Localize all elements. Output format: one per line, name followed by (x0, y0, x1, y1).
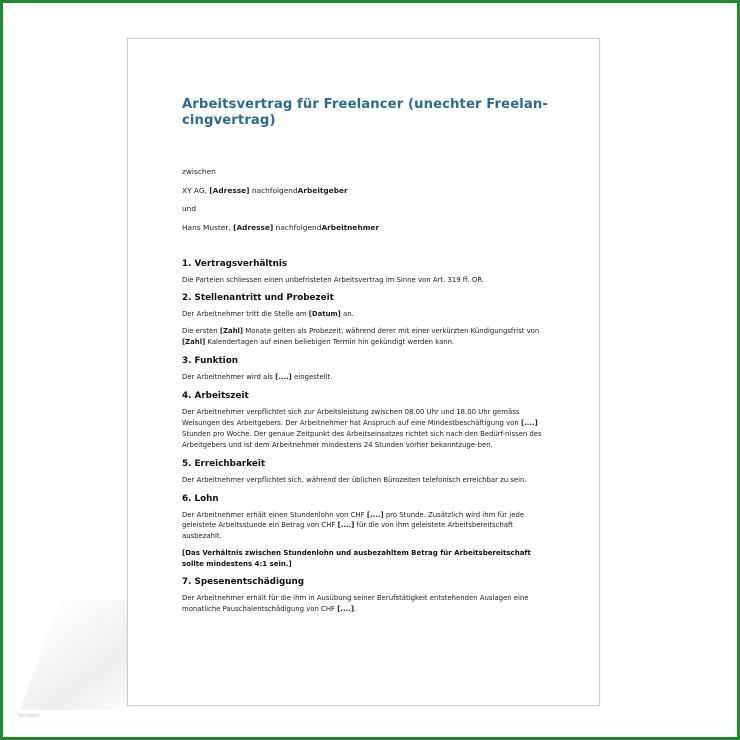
section-heading: 4. Arbeitszeit (182, 391, 249, 402)
document-content (182, 97, 552, 623)
employer-mid: nachfolgend (251, 185, 298, 195)
section-4 (182, 391, 552, 451)
employer-address: [Adresse] (209, 185, 250, 195)
section-7 (182, 577, 552, 615)
text: für die von ihm geleistete Arbeitsbereitschaft ausbezahlt. (182, 521, 513, 541)
section-paragraph: Der Arbeitnehmer verpflichtet sich, während der üblichen Bürozeiten telefonisch erreichbar zu sein. (182, 475, 527, 484)
section-5 (182, 459, 552, 486)
placeholder: [....] (275, 373, 292, 382)
section-3 (182, 356, 552, 383)
text: Stunden pro Woche. Der genaue Zeitpunkt des Arbeitseinsatzes richtet sich nach den Bedürf-nissen des Arbeitgebers und ist dem Arbeitnehmer mindestens 24 Stunden vorher bekanntzuge-ben. (182, 429, 542, 449)
text: . (353, 605, 357, 614)
section-note: [Das Verhältnis zwischen Stundenlohn und ausbezahltem Betrag für Arbeitsbereitschaft sollte mindestens 4:1 sein.] (182, 549, 531, 568)
placeholder: [....] (520, 418, 538, 427)
party-employer (182, 186, 552, 195)
text: Kalendertagen auf einen beliebigen Termin hin gekündigt werden kann. (207, 338, 455, 347)
placeholder: [....] (337, 521, 355, 530)
section-heading: 3. Funktion (182, 356, 238, 367)
section-paragraph (182, 593, 552, 615)
text: Der Arbeitnehmer erhält einen Stundenlohn von CHF (182, 510, 365, 519)
text: an. (343, 310, 354, 319)
section-heading: 5. Erreichbarkeit (182, 458, 266, 469)
employee-address: [Adresse] (233, 222, 274, 232)
text: Der Arbeitnehmer erhält für die ihm in Ausübung seiner Berufstätigkeit entstehenden Auslagen eine monatliche Pauschalentschädigung von CHF (182, 594, 529, 614)
document-title (182, 97, 552, 129)
employer-name: XY AG, (182, 185, 207, 195)
text: Der Arbeitnehmer wird als (182, 373, 273, 382)
title-line-1: Arbeitsvertrag für Freelancer (unechter Freelan- (182, 97, 548, 112)
section-paragraph (182, 326, 552, 348)
text: Die ersten (182, 327, 218, 336)
document-page (127, 38, 600, 706)
section-heading: 1. Vertragsverhältnis (182, 258, 288, 269)
title-line-2: cingvertrag) (182, 113, 276, 128)
employee-name: Hans Muster, (182, 222, 231, 232)
section-paragraph (182, 372, 552, 383)
text: eingestellt. (294, 373, 333, 382)
party-employee (182, 223, 552, 232)
party-between: zwischen (182, 167, 216, 176)
text: Der Arbeitnehmer tritt die Stelle am (182, 310, 307, 319)
party-and: und (182, 204, 197, 213)
employee-mid: nachfolgend (275, 222, 322, 232)
section-6 (182, 494, 552, 570)
placeholder: [....] (337, 605, 354, 614)
placeholder: [....] (366, 510, 384, 519)
section-heading: 7. Spesenentschädigung (182, 577, 305, 588)
text: Der Arbeitnehmer verpflichtet sich zur Arbeitsleistung zwischen 08.00 Uhr und 18.00 Uhr gemäss Weisungen des Arbeitgebers. Der Arbeitnehmer hat Anspruch auf eine Mindestbeschäftigung von (182, 408, 520, 427)
placeholder-number: [Zahl] (182, 338, 206, 347)
watermark: Vorlagen (18, 713, 41, 719)
placeholder-date: [Datum] (308, 310, 341, 319)
section-heading: 6. Lohn (182, 493, 219, 504)
parties-block (182, 167, 552, 232)
employee-role: Arbeitnehmer (321, 222, 380, 232)
section-paragraph (182, 510, 552, 543)
section-paragraph: Die Parteien schliessen einen unbefristeten Arbeitsvertrag im Sinne von Art. 319 ff. OR. (182, 275, 485, 284)
placeholder-number: [Zahl] (219, 327, 244, 336)
section-paragraph (182, 407, 552, 451)
section-1 (182, 259, 552, 286)
section-paragraph (182, 309, 552, 320)
section-heading: 2. Stellenantritt und Probezeit (182, 293, 334, 304)
employer-role: Arbeitgeber (297, 185, 348, 195)
section-2 (182, 293, 552, 348)
text: Monate gelten als Probezeit, während derer mit einer verkürzten Kündigungsfrist von (245, 327, 540, 336)
text: pro Stunde. Zusätzlich wird ihm für jede geleistete Arbeitsstunde ein Betrag von CHF (182, 510, 525, 530)
